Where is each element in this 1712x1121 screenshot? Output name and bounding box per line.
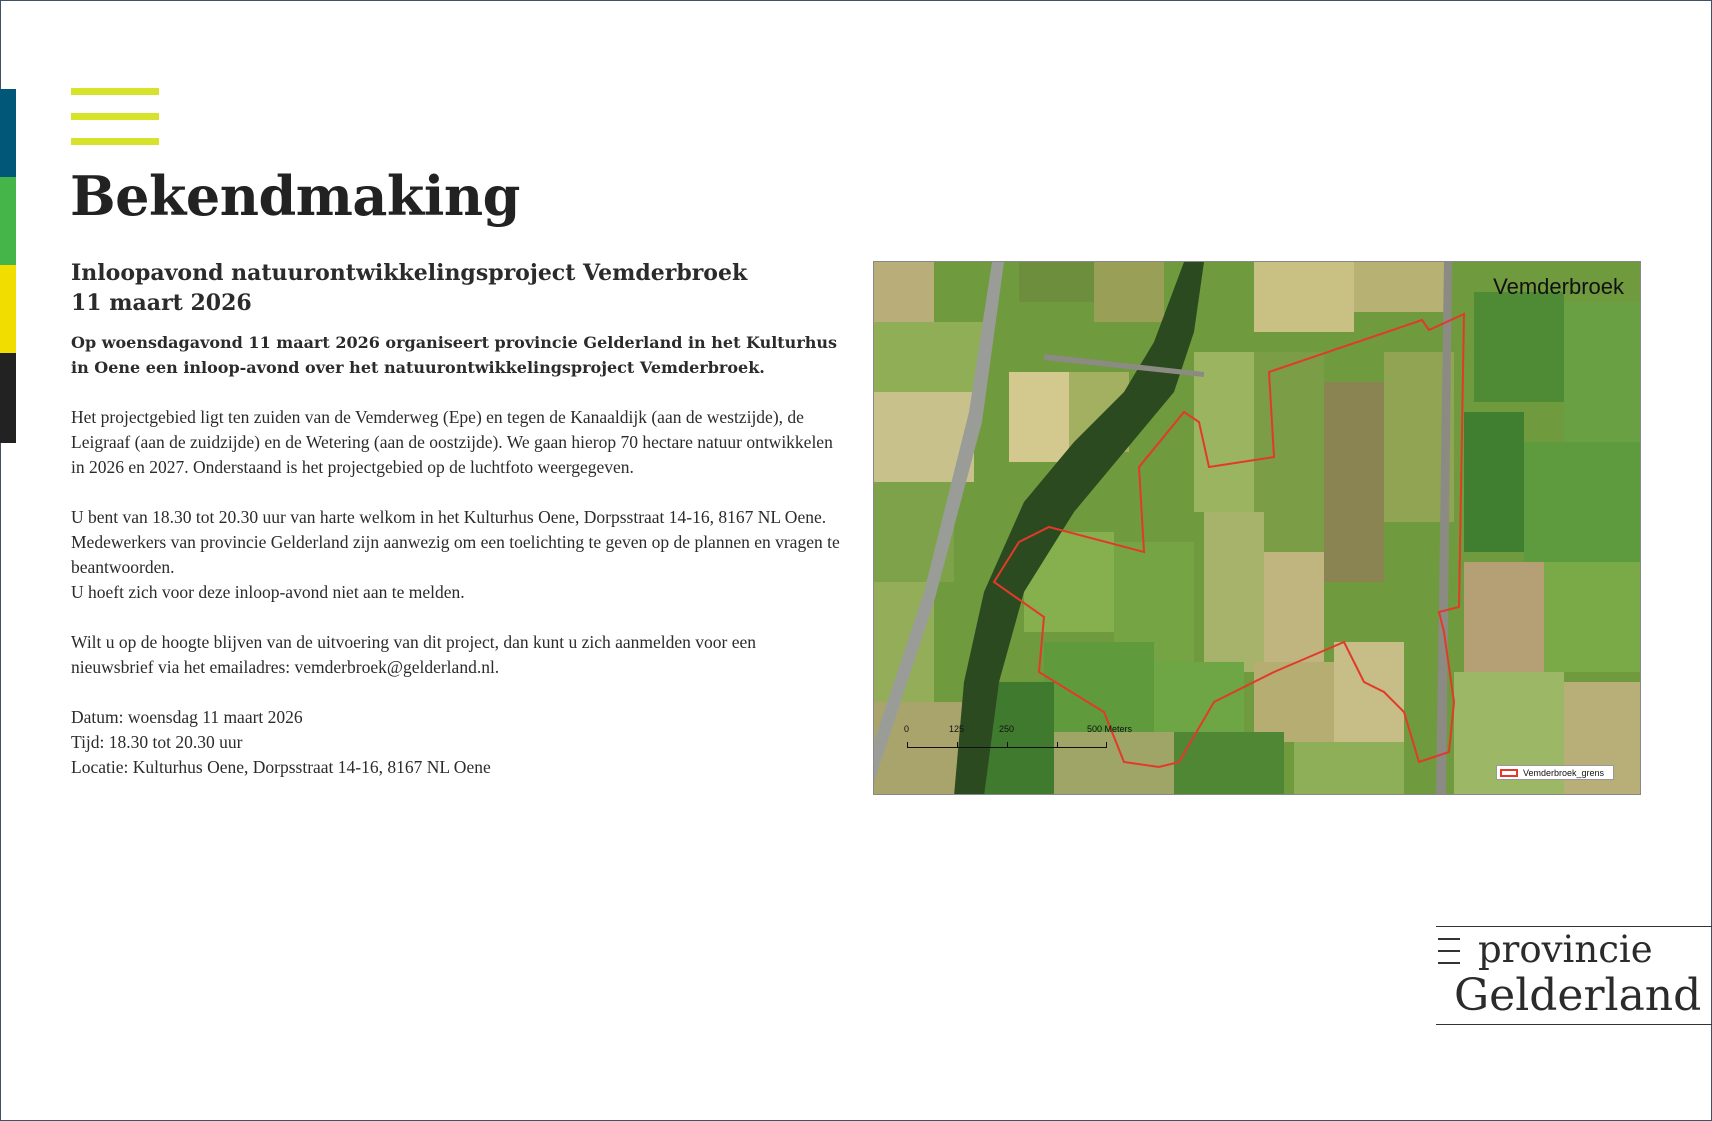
brand-color-bar-black bbox=[0, 353, 16, 443]
event-time: Tijd: 18.30 tot 20.30 uur bbox=[71, 732, 243, 752]
announcement-body bbox=[71, 330, 841, 780]
aerial-photo bbox=[874, 262, 1641, 795]
announcement-subtitle bbox=[71, 258, 851, 318]
logo-word-gelderland: Gelderland bbox=[1454, 970, 1702, 1021]
scale-label-500: 500 Meters bbox=[1087, 724, 1133, 734]
provincie-gelderland-logo bbox=[1436, 926, 1712, 1026]
newsletter-paragraph: Wilt u op de hoogte blijven van de uitvoering van dit project, dan kunt u zich aanmelden voor een nieuwsbrief via het emailadres: vemderbroek@gelderland.nl. bbox=[71, 632, 757, 677]
project-area-paragraph: Het projectgebied ligt ten zuiden van de Vemderweg (Epe) en tegen de Kanaaldijk (aan de westzijde), de Leigraaf (aan de zuidzijde) en de Wetering (aan de oostzijde). We gaan hierop 70 hectare natuur ontwikkelen in 2026 en 2027. Onderstaand is het projectgebied op de luchtfoto weergegeven. bbox=[71, 407, 833, 477]
logo-bars-icon bbox=[1438, 938, 1460, 968]
subtitle-line-1: Inloopavond natuurontwikkelingsproject Vemderbroek bbox=[71, 260, 748, 286]
scale-tick bbox=[957, 742, 958, 748]
welcome-text: U bent van 18.30 tot 20.30 uur van harte welkom in het Kulturhus Oene, Dorpsstraat 14-16, 8167 NL Oene. Medewerkers van provincie Gelderland zijn aanwezig om een toelichting te geven op de plannen en vragen te beantwoorden. bbox=[71, 507, 840, 577]
subtitle-line-2: 11 maart 2026 bbox=[71, 290, 252, 316]
brand-color-bar-green bbox=[0, 177, 16, 265]
no-signup-text: U hoeft zich voor deze inloop-avond niet aan te melden. bbox=[71, 582, 465, 602]
lead-paragraph: Op woensdagavond 11 maart 2026 organiseert provincie Gelderland in het Kulturhus in Oene een inloop-avond over het natuurontwikkelingsproject Vemderbroek. bbox=[71, 333, 838, 377]
legend-swatch-icon bbox=[1500, 769, 1518, 777]
brand-color-bar-blue bbox=[0, 89, 16, 177]
scale-tick bbox=[1057, 742, 1058, 748]
map-scalebar bbox=[904, 724, 1133, 764]
scale-tick bbox=[1007, 742, 1008, 748]
event-details bbox=[71, 705, 841, 780]
event-date: Datum: woensdag 11 maart 2026 bbox=[71, 707, 303, 727]
hamburger-menu-icon bbox=[71, 88, 159, 148]
event-location: Locatie: Kulturhus Oene, Dorpsstraat 14-16, 8167 NL Oene bbox=[71, 757, 491, 777]
scale-label-250: 250 bbox=[999, 724, 1015, 734]
map-legend bbox=[1496, 765, 1614, 780]
brand-color-bar-yellow bbox=[0, 265, 16, 353]
logo-line-top bbox=[1436, 926, 1712, 927]
scale-label-0: 0 bbox=[904, 724, 910, 734]
scale-label-125: 125 bbox=[949, 724, 965, 734]
logo-word-provincie: provincie bbox=[1478, 928, 1653, 971]
welcome-paragraph bbox=[71, 505, 841, 605]
page-title: Bekendmaking bbox=[70, 164, 520, 228]
map-title: Vemderbroek bbox=[1493, 274, 1624, 299]
aerial-map bbox=[873, 261, 1641, 795]
legend-label: Vemderbroek_grens bbox=[1523, 767, 1605, 778]
logo-line-bottom bbox=[1436, 1024, 1712, 1025]
